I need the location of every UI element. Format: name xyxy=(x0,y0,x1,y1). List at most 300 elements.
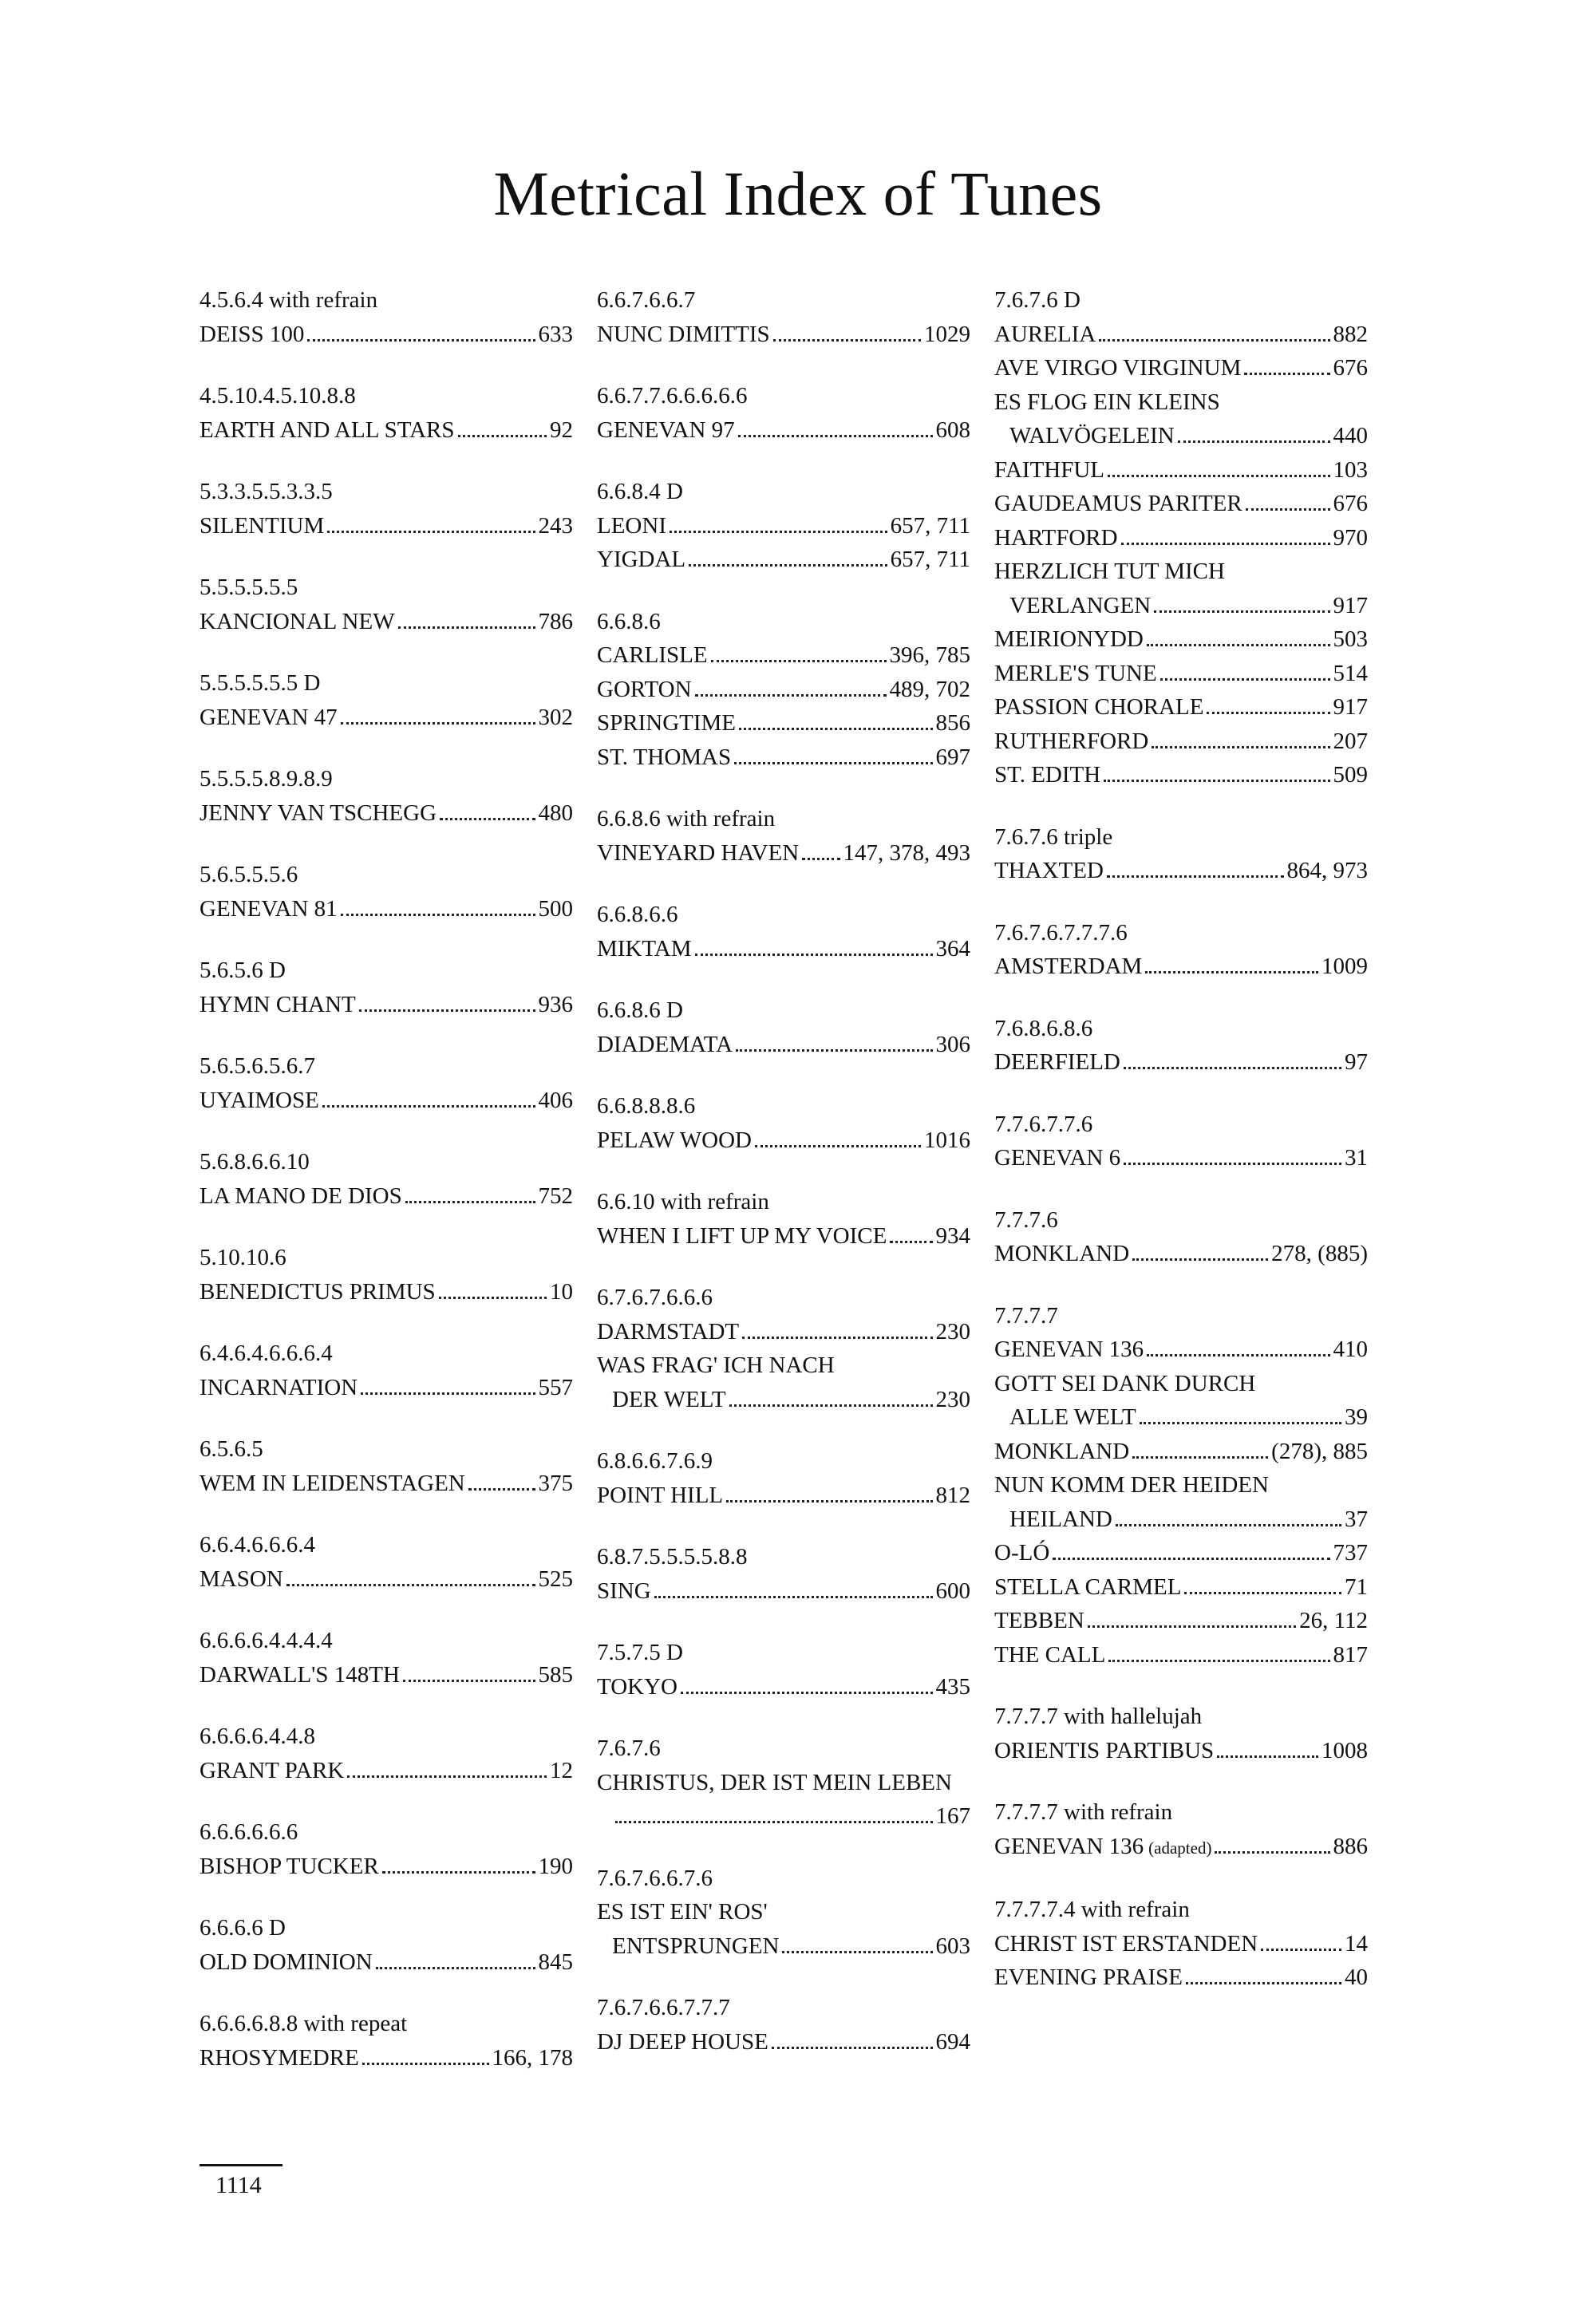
page-numbers: 786 xyxy=(538,608,573,634)
tune-entry xyxy=(200,413,573,448)
meter-section xyxy=(994,1893,1368,1995)
meter-heading: 6.6.6.6.4.4.4.4 xyxy=(200,1628,333,1653)
page-numbers: 600 xyxy=(935,1578,970,1604)
tune-entry xyxy=(994,1570,1368,1605)
tune-name: BENEDICTUS PRIMUS xyxy=(200,1278,436,1305)
dot-leader xyxy=(403,1680,535,1682)
page-numbers: 817 xyxy=(1333,1641,1368,1668)
tune-name: AMSTERDAM xyxy=(994,954,1143,979)
tune-entry xyxy=(597,932,970,966)
meter-section xyxy=(994,1108,1368,1175)
tune-name: NUNC DIMITTIS xyxy=(597,321,770,347)
page-numbers: 845 xyxy=(538,1949,573,1975)
meter-heading: 6.6.8.6 with refrain xyxy=(597,806,776,831)
dot-leader xyxy=(405,1201,535,1203)
meter-section xyxy=(597,1540,970,1608)
page-numbers: 230 xyxy=(935,1318,970,1345)
tune-entry xyxy=(994,854,1368,888)
meter-section xyxy=(597,1185,970,1253)
tune-entry xyxy=(200,988,573,1022)
dot-leader xyxy=(361,1392,535,1395)
tune-name: GENEVAN 81 xyxy=(200,895,338,922)
tune-name: NUN KOMM DER HEIDEN xyxy=(994,1472,1269,1498)
page-numbers: 435 xyxy=(935,1673,970,1700)
meter-section xyxy=(200,1624,573,1692)
dot-leader xyxy=(1154,610,1329,613)
meter-heading: 7.7.7.7 xyxy=(994,1302,1058,1329)
dot-leader xyxy=(307,339,535,342)
tune-name-continued: WALVÖGELEIN xyxy=(1009,423,1175,448)
page-numbers: 489, 702 xyxy=(889,676,970,702)
meter-section xyxy=(994,1700,1368,1767)
tune-name: O-LÓ xyxy=(994,1540,1050,1566)
tune-entry xyxy=(597,836,970,871)
meter-heading: 5.5.5.5.8.9.8.9 xyxy=(200,766,333,792)
meter-heading: 7.6.7.6.6.7.7.7 xyxy=(597,1995,730,2020)
page-numbers: 103 xyxy=(1333,456,1368,483)
dot-leader xyxy=(1207,712,1329,714)
tune-name: THE CALL xyxy=(994,1641,1106,1668)
tune-name: MONKLAND xyxy=(994,1241,1130,1266)
tune-entry xyxy=(597,543,970,577)
dot-leader xyxy=(468,1488,535,1491)
tune-entry xyxy=(597,413,970,448)
dot-leader xyxy=(1121,543,1330,545)
page-numbers: 97 xyxy=(1345,1049,1368,1075)
page-numbers: 812 xyxy=(935,1482,970,1508)
tune-name: TEBBEN xyxy=(994,1608,1084,1633)
dot-leader xyxy=(341,914,535,916)
tune-name: DJ DEEP HOUSE xyxy=(597,2028,768,2055)
tune-name: FAITHFUL xyxy=(994,456,1105,483)
page-numbers: 1029 xyxy=(924,321,970,347)
page-numbers: 525 xyxy=(538,1566,573,1592)
index-column-1 xyxy=(200,283,573,2103)
dot-leader xyxy=(327,531,535,533)
meter-section xyxy=(994,916,1368,984)
meter-section xyxy=(597,1444,970,1512)
tune-name: ST. EDITH xyxy=(994,762,1101,788)
tune-name: RHOSYMEDRE xyxy=(200,2044,359,2071)
dot-leader xyxy=(1124,1163,1341,1165)
meter-section xyxy=(200,1720,573,1787)
dot-leader xyxy=(458,435,547,437)
tune-name: THAXTED xyxy=(994,858,1104,883)
meter-section xyxy=(200,475,573,543)
meter-section xyxy=(597,1732,970,1834)
tune-entry xyxy=(994,487,1368,521)
tune-name: JENNY VAN TSCHEGG xyxy=(200,800,437,826)
meter-section xyxy=(200,954,573,1021)
tune-entry xyxy=(200,1275,573,1309)
page-numbers: 856 xyxy=(935,710,970,736)
meter-heading: 6.8.6.6.7.6.9 xyxy=(597,1448,713,1474)
dot-leader xyxy=(738,435,933,437)
tune-name: AURELIA xyxy=(994,321,1096,347)
meter-section xyxy=(200,1815,573,1883)
footer-rule xyxy=(200,2164,282,2166)
tune-name: MASON xyxy=(200,1566,283,1592)
tune-name: PELAW WOOD xyxy=(597,1127,752,1153)
tune-name: GAUDEAMUS PARITER xyxy=(994,491,1242,516)
tune-entry xyxy=(597,706,970,740)
dot-leader xyxy=(695,694,887,697)
meter-section xyxy=(597,802,970,870)
meter-section xyxy=(597,1636,970,1704)
dot-leader xyxy=(398,626,535,629)
page-numbers: 364 xyxy=(935,935,970,962)
tune-entry xyxy=(994,1141,1368,1175)
tune-entry xyxy=(597,509,970,543)
tune-entry xyxy=(994,725,1368,759)
page-numbers: 396, 785 xyxy=(889,642,970,668)
meter-heading: 7.7.7.7 with hallelujah xyxy=(994,1704,1203,1729)
page-numbers: 375 xyxy=(538,1470,573,1496)
page-numbers: 1008 xyxy=(1321,1737,1368,1763)
dot-leader xyxy=(734,762,932,764)
meter-heading: 7.6.7.6 D xyxy=(994,287,1080,313)
tune-entry xyxy=(200,1945,573,1980)
dot-leader xyxy=(1244,373,1329,375)
dot-leader xyxy=(1140,1422,1341,1424)
tune-entry xyxy=(597,1028,970,1062)
tune-entry xyxy=(994,622,1368,657)
dot-leader xyxy=(1132,1456,1268,1459)
page-numbers: 886 xyxy=(1333,1833,1368,1859)
tune-entry xyxy=(994,1927,1368,1961)
meter-section xyxy=(200,1049,573,1117)
meter-section xyxy=(200,1528,573,1596)
meter-heading: 5.6.5.5.5.6 xyxy=(200,862,298,887)
tune-entry xyxy=(994,1536,1368,1570)
dot-leader xyxy=(1261,1949,1341,1951)
meter-heading: 5.6.5.6 D xyxy=(200,958,286,983)
dot-leader xyxy=(681,1692,933,1694)
meter-section xyxy=(597,1991,970,2059)
meter-section xyxy=(200,1911,573,1979)
dot-leader xyxy=(772,2047,933,2049)
tune-entry xyxy=(200,892,573,926)
dot-leader xyxy=(1099,339,1329,342)
meter-heading: 6.7.6.7.6.6.6 xyxy=(597,1285,713,1310)
meter-section xyxy=(994,1203,1368,1271)
tune-name: GOTT SEI DANK DURCH xyxy=(994,1370,1256,1396)
page-numbers: 12 xyxy=(550,1757,573,1783)
dot-leader xyxy=(1104,780,1329,782)
meter-heading: 6.6.6.6.6.6 xyxy=(200,1819,298,1845)
tune-entry xyxy=(200,1467,573,1501)
meter-heading: 5.10.10.6 xyxy=(200,1245,286,1270)
meter-heading: 7.6.8.6.8.6 xyxy=(994,1015,1093,1041)
tune-entry xyxy=(597,1479,970,1513)
meter-section xyxy=(200,666,573,734)
tune-name: VINEYARD HAVEN xyxy=(597,839,800,866)
dot-leader xyxy=(1217,1755,1318,1758)
dot-leader xyxy=(742,1337,932,1339)
dot-leader xyxy=(440,818,535,820)
page-numbers: 230 xyxy=(935,1386,970,1412)
tune-entry xyxy=(200,796,573,831)
page-numbers: 608 xyxy=(935,417,970,443)
tune-name: ES IST EIN' ROS' xyxy=(597,1899,768,1925)
meter-section xyxy=(200,1241,573,1309)
tune-name: SPRINGTIME xyxy=(597,710,737,736)
meter-heading: 7.5.7.5 D xyxy=(597,1640,683,1665)
page-numbers: 31 xyxy=(1345,1145,1368,1171)
tune-name: EARTH AND ALL STARS xyxy=(200,417,455,443)
dot-leader xyxy=(1215,1851,1329,1854)
dot-leader xyxy=(773,339,921,342)
meter-section xyxy=(200,1337,573,1404)
tune-entry xyxy=(597,1123,970,1158)
meter-heading: 6.8.7.5.5.5.5.8.8 xyxy=(597,1544,748,1570)
dot-leader xyxy=(376,1967,535,1969)
meter-section xyxy=(994,283,1368,792)
tune-name: GORTON xyxy=(597,676,692,702)
page-numbers: 167 xyxy=(935,1803,970,1829)
tune-entry xyxy=(200,605,573,639)
meter-heading: 7.6.7.6 triple xyxy=(994,823,1113,850)
dot-leader xyxy=(1132,1258,1268,1261)
page-numbers: 166, 178 xyxy=(492,2044,573,2071)
dot-leader xyxy=(695,954,933,956)
meter-heading: 6.6.7.7.6.6.6.6.6 xyxy=(597,383,748,409)
tune-name: PASSION CHORALE xyxy=(994,694,1204,720)
tune-entry xyxy=(994,1638,1368,1672)
page-numbers: 934 xyxy=(935,1222,970,1249)
page-title: Metrical Index of Tunes xyxy=(493,159,1103,228)
tune-entry xyxy=(200,1371,573,1405)
page-numbers: 1009 xyxy=(1321,954,1368,979)
meter-heading: 6.6.7.6.6.7 xyxy=(597,287,696,313)
meter-heading: 7.7.7.7 with refrain xyxy=(994,1799,1173,1825)
tune-entry xyxy=(200,1850,573,1884)
tune-name: HYMN CHANT xyxy=(200,991,356,1017)
meter-heading: 6.6.10 with refrain xyxy=(597,1189,769,1214)
tune-name: GENEVAN 136 xyxy=(994,1337,1144,1362)
page-numbers: 26, 112 xyxy=(1299,1608,1368,1633)
dot-leader xyxy=(341,722,535,725)
dot-leader xyxy=(1147,1354,1329,1356)
dot-leader xyxy=(615,1821,933,1823)
tune-entry xyxy=(994,1400,1368,1435)
meter-section xyxy=(994,1299,1368,1672)
meter-heading: 5.3.3.5.5.3.3.5 xyxy=(200,479,333,504)
meter-section xyxy=(994,1012,1368,1080)
meter-section xyxy=(994,1795,1368,1865)
dot-leader xyxy=(1108,1660,1329,1662)
dot-leader xyxy=(711,660,887,662)
page-numbers: 190 xyxy=(538,1853,573,1879)
tune-entry xyxy=(597,740,970,775)
meter-heading: 7.6.7.6.7.7.7.6 xyxy=(994,919,1128,946)
dot-leader xyxy=(439,1297,547,1299)
dot-leader xyxy=(1184,1592,1341,1594)
meter-heading: 6.4.6.4.6.6.6.4 xyxy=(200,1341,333,1366)
tune-name: WAS FRAG' ICH NACH xyxy=(597,1352,835,1378)
dot-leader xyxy=(1152,746,1329,748)
tune-name: DARMSTADT xyxy=(597,1318,740,1345)
meter-section xyxy=(200,1432,573,1500)
dot-leader xyxy=(670,531,887,533)
tune-entry xyxy=(994,657,1368,691)
dot-leader xyxy=(382,1871,535,1874)
meter-heading: 7.7.7.6 xyxy=(994,1206,1058,1233)
tune-entry xyxy=(994,950,1368,984)
tune-name: GENEVAN 136 xyxy=(994,1833,1144,1859)
meter-heading: 7.7.6.7.7.6 xyxy=(994,1111,1093,1137)
dot-leader xyxy=(1124,1067,1341,1069)
page-numbers: 410 xyxy=(1333,1337,1368,1362)
meter-heading: 5.5.5.5.5.5 xyxy=(200,575,298,600)
dot-leader xyxy=(362,2063,489,2065)
meter-section xyxy=(597,379,970,447)
tune-entry xyxy=(597,1219,970,1254)
tune-name: MERLE'S TUNE xyxy=(994,660,1157,686)
meter-heading: 4.5.6.4 with refrain xyxy=(200,287,378,313)
tune-name: UYAIMOSE xyxy=(200,1087,319,1113)
dot-leader xyxy=(729,1404,933,1407)
tune-entry xyxy=(994,419,1368,453)
page-numbers: 302 xyxy=(538,704,573,730)
tune-entry xyxy=(597,638,970,673)
tune-name: CARLISLE xyxy=(597,642,708,668)
tune-entry xyxy=(994,521,1368,555)
tune-name: WEM IN LEIDENSTAGEN xyxy=(200,1470,465,1496)
tune-entry xyxy=(597,1799,970,1834)
meter-heading: 7.6.7.6.6.7.6 xyxy=(597,1865,713,1891)
tune-entry xyxy=(597,1670,970,1704)
tune-entry xyxy=(200,1754,573,1788)
page-numbers: 936 xyxy=(538,991,573,1017)
tune-name: DIADEMATA xyxy=(597,1031,733,1057)
tune-name-continued: HEILAND xyxy=(1009,1506,1112,1532)
dot-leader xyxy=(286,1584,535,1586)
index-column-3 xyxy=(994,283,1368,2023)
tune-name: WHEN I LIFT UP MY VOICE xyxy=(597,1222,887,1249)
page-numbers: 243 xyxy=(538,512,573,539)
page-numbers: 10 xyxy=(550,1278,573,1305)
meter-section xyxy=(597,1862,970,1964)
tune-entry xyxy=(597,673,970,707)
tune-name-continued: ENTSPRUNGEN xyxy=(612,1933,780,1959)
dot-leader xyxy=(654,1596,933,1598)
tune-entry xyxy=(597,1383,970,1417)
meter-heading: 6.6.8.6 D xyxy=(597,997,683,1023)
tune-name: SING xyxy=(597,1578,651,1604)
tune-name: MONKLAND xyxy=(994,1438,1130,1464)
dot-leader xyxy=(359,1009,535,1012)
dot-leader xyxy=(322,1105,535,1108)
meter-heading: 5.6.8.6.6.10 xyxy=(200,1149,310,1175)
meter-section xyxy=(200,379,573,447)
tune-name: OLD DOMINION xyxy=(200,1949,373,1975)
page-numbers: 71 xyxy=(1345,1574,1368,1600)
page-numbers: 676 xyxy=(1333,491,1368,516)
tune-name-continued: VERLANGEN xyxy=(1009,592,1152,618)
dot-leader xyxy=(726,1500,932,1503)
dot-leader xyxy=(1088,1625,1296,1628)
page-numbers: 92 xyxy=(550,417,573,443)
tune-name: GRANT PARK xyxy=(200,1757,345,1783)
meter-heading: 6.6.8.8.8.6 xyxy=(597,1093,696,1119)
tune-entry xyxy=(200,1562,573,1597)
page-numbers: 970 xyxy=(1333,524,1368,551)
tune-entry xyxy=(994,453,1368,488)
tune-name: DEISS 100 xyxy=(200,321,305,347)
page-numbers: 917 xyxy=(1333,592,1368,618)
tune-name: HERZLICH TUT MICH xyxy=(994,559,1225,584)
page-numbers: 503 xyxy=(1333,626,1368,652)
page-numbers: 752 xyxy=(538,1183,573,1209)
tune-entry xyxy=(597,1929,970,1964)
tune-entry xyxy=(597,2025,970,2059)
tune-entry xyxy=(994,1734,1368,1768)
dot-leader xyxy=(782,1951,932,1953)
tune-name-continued: DER WELT xyxy=(612,1386,726,1412)
tune-name: STELLA CARMEL xyxy=(994,1574,1182,1600)
tune-entry xyxy=(994,1604,1368,1638)
page-numbers: 697 xyxy=(935,744,970,770)
tune-name: CHRIST IST ERSTANDEN xyxy=(994,1930,1258,1957)
page-numbers: 557 xyxy=(538,1374,573,1400)
tune-entry xyxy=(200,1084,573,1118)
tune-name: YIGDAL xyxy=(597,547,686,572)
tune-entry xyxy=(994,1045,1368,1080)
tune-entry xyxy=(597,318,970,352)
meter-heading: 6.6.6.6.8.8 with repeat xyxy=(200,2011,408,2036)
dot-leader xyxy=(1178,440,1330,443)
tune-name: ES FLOG EIN KLEINS xyxy=(994,389,1220,415)
tune-entry xyxy=(994,351,1368,385)
dot-leader xyxy=(1186,1982,1341,1984)
tune-entry xyxy=(200,701,573,735)
page-numbers: 278, (885) xyxy=(1271,1241,1368,1266)
page-numbers: 917 xyxy=(1333,694,1368,720)
dot-leader xyxy=(1160,678,1330,681)
tune-name: AVE VIRGO VIRGINUM xyxy=(994,355,1242,381)
page-numbers: 657, 711 xyxy=(890,512,970,539)
dot-leader xyxy=(755,1145,921,1147)
tune-name: RUTHERFORD xyxy=(994,728,1149,754)
dot-leader xyxy=(802,858,839,860)
page-numbers: 657, 711 xyxy=(890,547,970,572)
meter-section xyxy=(200,283,573,351)
meter-section xyxy=(200,858,573,926)
page-numbers: 737 xyxy=(1333,1540,1368,1566)
tune-name: SILENTIUM xyxy=(200,512,325,539)
page-numbers: 406 xyxy=(538,1087,573,1113)
page-numbers: 1016 xyxy=(924,1127,970,1153)
meter-heading: 6.6.6.6.4.4.8 xyxy=(200,1724,315,1749)
tune-name: GENEVAN 47 xyxy=(200,704,338,730)
page-numbers: 39 xyxy=(1345,1404,1368,1430)
index-column-2 xyxy=(597,283,970,2087)
tune-name: ORIENTIS PARTIBUS xyxy=(994,1737,1215,1763)
meter-section xyxy=(994,820,1368,888)
meter-section xyxy=(597,1281,970,1416)
meter-section xyxy=(597,283,970,351)
tune-entry xyxy=(200,1658,573,1692)
dot-leader xyxy=(736,1049,932,1052)
dot-leader xyxy=(1116,1524,1341,1526)
tune-entry xyxy=(994,589,1368,623)
tune-entry xyxy=(200,2041,573,2075)
page-numbers: 37 xyxy=(1345,1506,1368,1532)
meter-section xyxy=(200,571,573,638)
tune-name: DEERFIELD xyxy=(994,1049,1120,1075)
tune-name: ST. THOMAS xyxy=(597,744,732,770)
